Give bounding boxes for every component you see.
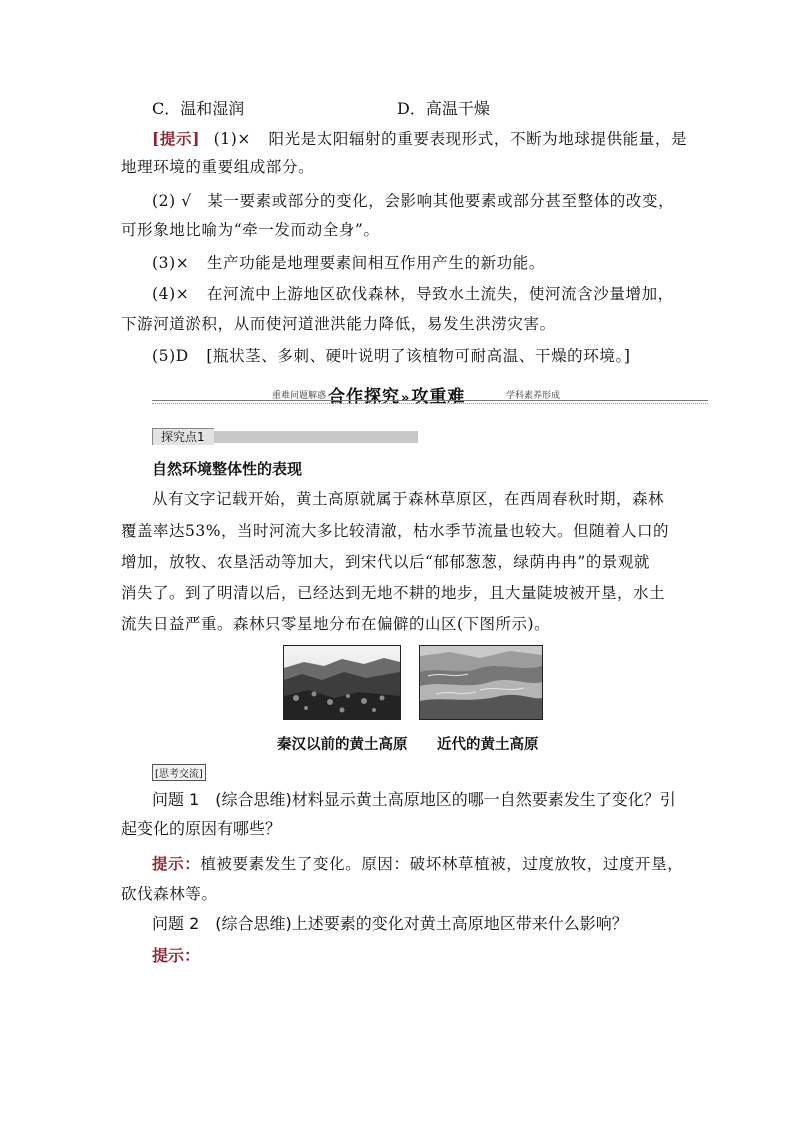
paragraph-line-4: 消失了。到了明清以后，已经达到无地不耕的地步，且大量陡坡被开垦，水土 (121, 584, 666, 602)
section-title: 自然环境整体性的表现 (152, 460, 303, 478)
answer-4-cont: 下游河道淤积，从而使河道泄洪能力降低，易发生洪涝灾害。 (121, 315, 556, 333)
answer-2-cont: 可形象地比喻为“牵一发而动全身”。 (121, 221, 380, 239)
explore-bar (212, 431, 418, 443)
banner-rule (152, 400, 708, 401)
option-d: D．高温干燥 (397, 99, 490, 118)
option-c: C．温和湿润 (152, 99, 245, 118)
answer-prefix: (5)D (152, 347, 189, 365)
banner-main-1: 合作探究 (328, 387, 400, 407)
paragraph-line-2: 覆盖率达53%，当时河流大多比较清澈，枯水季节流量也较大。但随着人口的 (121, 522, 669, 540)
answer-4 (152, 283, 706, 305)
answer-prefix: (1)× (213, 130, 251, 148)
banner-main-2: 攻重难 (411, 387, 466, 407)
question-2: 问题 2 (综合思维)上述要素的变化对黄土高原地区带来什么影响？ (152, 914, 628, 933)
answer-prefix: (2) √ (152, 192, 192, 210)
question-1-cont: 起变化的原因有哪些？ (121, 819, 282, 838)
hint-tag: [提示] (152, 129, 201, 148)
answer-text: 某一要素或部分的变化，会影响其他要素或部分甚至整体的改变， (207, 192, 675, 210)
loess-plateau-photo (419, 645, 543, 720)
double-chevron-icon: » (401, 391, 411, 406)
answer-prefix: (3)× (152, 254, 190, 272)
answer-text: 生产功能是地理要素间相互作用产生的新功能。 (206, 254, 545, 272)
answer-3 (152, 252, 706, 274)
answer-text: 在河流中上游地区砍伐森林，导致水土流失，使河流含沙量增加， (206, 285, 674, 303)
explore-point-header (152, 428, 418, 445)
explore-tab: 探究点1 (152, 428, 214, 445)
question-1: 问题 1 (综合思维)材料显示黄土高原地区的哪一自然要素发生了变化？引 (152, 790, 676, 809)
paragraph-line-5: 流失日益严重。森林只零星地分布在偏僻的山区(下图所示)。 (121, 615, 551, 633)
paragraph-line-1: 从有文字记载开始，黄土高原就属于森林草原区，在西周春秋时期，森林 (152, 490, 665, 508)
hint-1-cont: 砍伐森林等。 (121, 885, 218, 903)
hint-2 (152, 945, 706, 967)
answer-text: [瓶状茎、多刺、硬叶说明了该植物可耐高温、干燥的环境。] (206, 347, 631, 365)
caption-right: 近代的黄土高原 (437, 736, 539, 753)
answer-5 (152, 345, 706, 367)
hint-label: 提示： (152, 854, 201, 873)
answer-text: 阳光是太阳辐射的重要表现形式，不断为地球提供能量，是 (268, 130, 688, 148)
hint-label: 提示： (152, 946, 201, 965)
banner-right-text: 学科素养形成 (506, 391, 561, 401)
forest-photo (283, 645, 401, 720)
answer-1-cont: 地理环境的重要组成部分。 (121, 158, 315, 176)
answer-1 (152, 128, 706, 150)
answer-2 (152, 190, 706, 212)
hint-1 (152, 853, 706, 875)
paragraph-line-3: 增加，放牧、农垦活动等加大，到宋代以后“郁郁葱葱，绿荫冉冉”的景观就 (121, 553, 650, 571)
section-banner (152, 382, 708, 407)
think-exchange-tag: [思考交流] (152, 764, 206, 781)
banner-left-text: 重难问题解惑 (272, 391, 327, 401)
caption-left: 秦汉以前的黄土高原 (277, 736, 408, 753)
answer-prefix: (4)× (152, 285, 190, 303)
hint-text: 植被要素发生了变化。原因：破坏林草植被，过度放牧，过度开垦， (200, 855, 684, 873)
banner-rule-dotted (152, 403, 708, 404)
